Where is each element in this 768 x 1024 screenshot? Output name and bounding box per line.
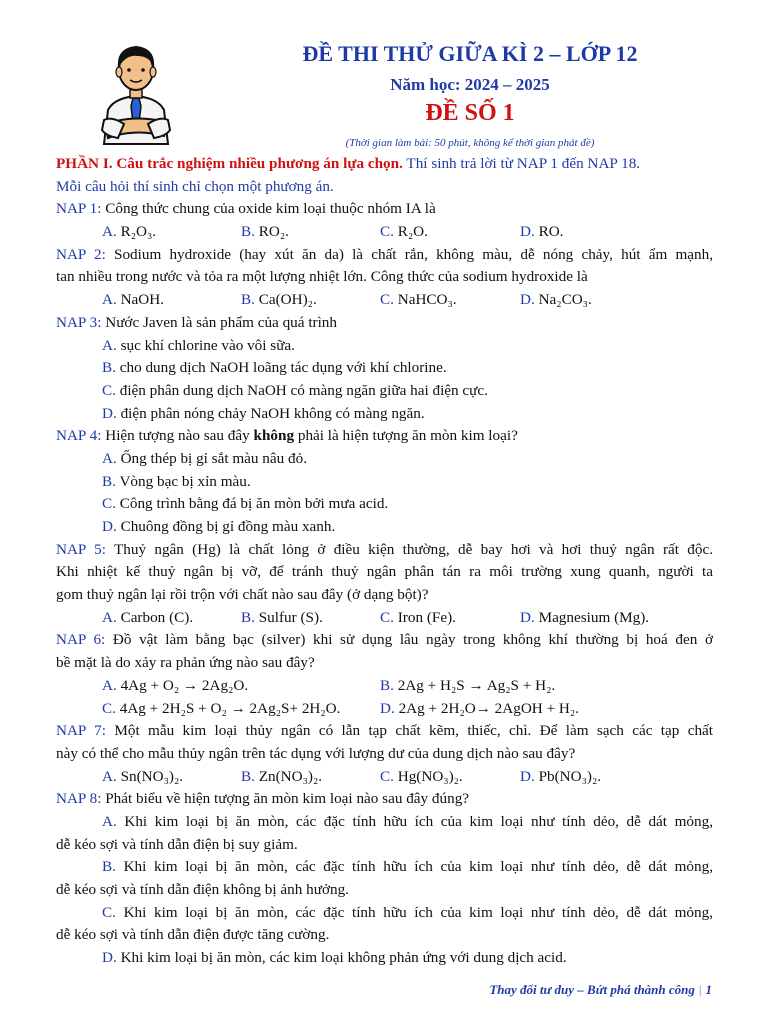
option-a: A. sục khí chlorine vào vôi sữa.: [102, 336, 295, 354]
option-d: D. RO.: [520, 223, 564, 241]
option-a: A. Ống thép bị gỉ sắt màu nâu đỏ.: [102, 449, 308, 467]
question-5-cont: Khi nhiệt kế thuỷ ngân bị vỡ, để tránh thuỷ ngân phân tán ra môi trường xung quanh, người ta: [56, 563, 713, 581]
option-b: B. 2Ag + H₂S → Ag₂S + H₂.: [380, 676, 556, 694]
option-c: C. R₂O.: [380, 223, 428, 241]
section-heading: [56, 153, 713, 176]
question-label: NAP 6:: [56, 631, 106, 649]
question-6: NAP 6: Đồ vật làm bằng bạc (silver) khi sử dụng lâu ngày trong không khí thường bị hoá đen ở: [56, 631, 713, 649]
question-6-options-cd: [56, 698, 713, 721]
option-c: C. 4Ag + 2H₂S + O₂ → 2Ag₂S+ 2H₂O.: [102, 699, 341, 717]
option-c: C. Iron (Fe).: [380, 608, 456, 626]
page-footer: [489, 982, 712, 998]
option-d: D. 2Ag + 2H₂O→ 2AgOH + H₂.: [380, 699, 579, 717]
question-3: [56, 312, 713, 335]
option-b: B. Sulfur (S).: [241, 608, 323, 626]
option-d: D. Pb(NO₃)₂.: [520, 767, 602, 785]
option-b: B. Khi kim loại bị ăn mòn, các đặc tính hữu ích của kim loại như tính dẻo, dễ dát mỏng,: [102, 858, 713, 876]
option-d: D. Khi kim loại bị ăn mòn, các kim loại không phản ứng với dung dịch acid.: [102, 949, 567, 967]
option-d: D. Chuông đồng bị gỉ đồng màu xanh.: [102, 518, 336, 536]
question-label: NAP 3:: [56, 313, 102, 331]
student-mascot-illustration: [94, 40, 178, 150]
question-6-cont: bề mặt là do xảy ra phản ứng nào sau đây?: [56, 654, 315, 672]
option-b-cont: dễ kéo sợi và tính dẫn điện không bị ảnh hưởng.: [56, 881, 349, 899]
question-label: NAP 2:: [56, 245, 106, 263]
question-8: NAP 8: Phát biểu về hiện tượng ăn mòn kim loại nào sau đây đúng?: [56, 790, 470, 808]
option-c: C. Hg(NO₃)₂.: [380, 767, 463, 785]
option-d: D. Magnesium (Mg).: [520, 608, 650, 626]
option-c: C. điện phân dung dịch NaOH có màng ngăn giữa hai điện cực.: [102, 381, 488, 399]
question-2-options: [56, 289, 713, 312]
question-5-options: [56, 607, 713, 630]
exam-title: ĐỀ THI THỬ GIỮA KÌ 2 – LỚP 12: [302, 41, 638, 66]
header: [0, 0, 768, 160]
time-note: (Thời gian làm bài: 50 phút, không kể thời gian phát đề): [345, 137, 595, 149]
option-a: A. 4Ag + O₂ → 2Ag₂O.: [102, 676, 249, 694]
question-text: Công thức chung của oxide kim loại thuộc nhóm IA là: [101, 200, 436, 218]
section-title: PHẦN I. Câu trắc nghiệm nhiều phương án lựa chọn.: [56, 155, 403, 172]
option-c: C. NaHCO₃.: [380, 291, 457, 309]
option-d: D. Na₂CO₃.: [520, 291, 592, 309]
option-d: D. điện phân nóng chảy NaOH không có màng ngăn.: [102, 404, 425, 422]
option-a-cont: dễ kéo sợi và tính dẫn điện bị suy giảm.: [56, 835, 298, 853]
option-a: A. Khi kim loại bị ăn mòn, các đặc tính hữu ích của kim loại như tính dẻo, dễ dát mỏng,: [102, 813, 713, 831]
question-2-cont: tan nhiều trong nước và tỏa ra một lượng nhiệt lớn. Công thức của sodium hydroxide là: [56, 268, 588, 286]
question-4: NAP 4: Hiện tượng nào sau đây không phải là hiện tượng ăn mòn kim loại?: [56, 427, 518, 445]
question-label: NAP 4:: [56, 427, 102, 445]
option-b: B. Zn(NO₃)₂.: [241, 767, 323, 785]
question-label: NAP 5:: [56, 540, 106, 558]
question-7-options: [56, 766, 713, 789]
option-a: A. Sn(NO₃)₂.: [102, 767, 184, 785]
option-a: A. Carbon (C).: [102, 608, 194, 626]
emphasis-not: không: [253, 427, 295, 445]
option-a: A. R₂O₃.: [102, 223, 157, 241]
exam-number: ĐỀ SỐ 1: [425, 100, 515, 126]
question-text: Nước Javen là sản phẩm của quá trình: [101, 313, 337, 331]
option-c: C. Công trình bằng đá bị ăn mòn bởi mưa acid.: [102, 495, 389, 513]
school-year: Năm học: 2024 – 2025: [390, 75, 550, 94]
question-label: NAP 1:: [56, 200, 102, 218]
page-number: 1: [705, 982, 712, 997]
question-6-options-ab: [56, 675, 713, 698]
question-7: NAP 7: Một mẫu kim loại thủy ngân có lẫn tạp chất kẽm, thiếc, chì. Để làm sạch các tạp chất: [56, 722, 713, 740]
footer-divider: |: [698, 982, 702, 997]
question-5-cont-2: gom thuỷ ngân lại rồi trộn với chất nào sau đây (ở dạng bột)?: [56, 586, 429, 604]
question-2: [56, 244, 713, 267]
question-text: Sodium hydroxide (hay xút ăn da) là chất rắn, không màu, dễ nóng chảy, hút ẩm mạnh,: [105, 245, 713, 263]
question-5: NAP 5: Thuỷ ngân (Hg) là chất lỏng ở điều kiện thường, dễ bay hơi và hơi thuỷ ngân rất độc.: [56, 540, 713, 558]
option-b: B. Ca(OH)₂.: [241, 291, 317, 309]
option-c-cont: dễ kéo sợi và tính dẫn điện được tăng cường.: [56, 926, 330, 944]
option-b: B. RO₂.: [241, 223, 289, 241]
question-1: [56, 198, 713, 221]
exam-content: [56, 153, 713, 970]
option-a: A. NaOH.: [102, 291, 165, 309]
option-b: B. cho dung dịch NaOH loãng tác dụng với khí chlorine.: [102, 359, 447, 377]
option-b: B. Vòng bạc bị xỉn màu.: [102, 472, 251, 490]
section-instruction: Thí sinh trả lời từ NAP 1 đến NAP 18.: [402, 155, 641, 172]
footer-slogan: Thay đổi tư duy – Bứt phá thành công: [489, 982, 695, 997]
option-c: C. Khi kim loại bị ăn mòn, các đặc tính hữu ích của kim loại như tính dẻo, dễ dát mỏng,: [102, 903, 713, 921]
section-instruction-2: Mỗi câu hỏi thí sinh chỉ chọn một phương án.: [56, 177, 334, 195]
question-label: NAP 7:: [56, 722, 106, 740]
question-7-cont: này có thể cho mẫu thủy ngân trên tác dụng với lượng dư của dung dịch nào sau đây?: [56, 744, 576, 762]
question-label: NAP 8:: [56, 790, 102, 808]
question-1-options: [56, 221, 713, 244]
